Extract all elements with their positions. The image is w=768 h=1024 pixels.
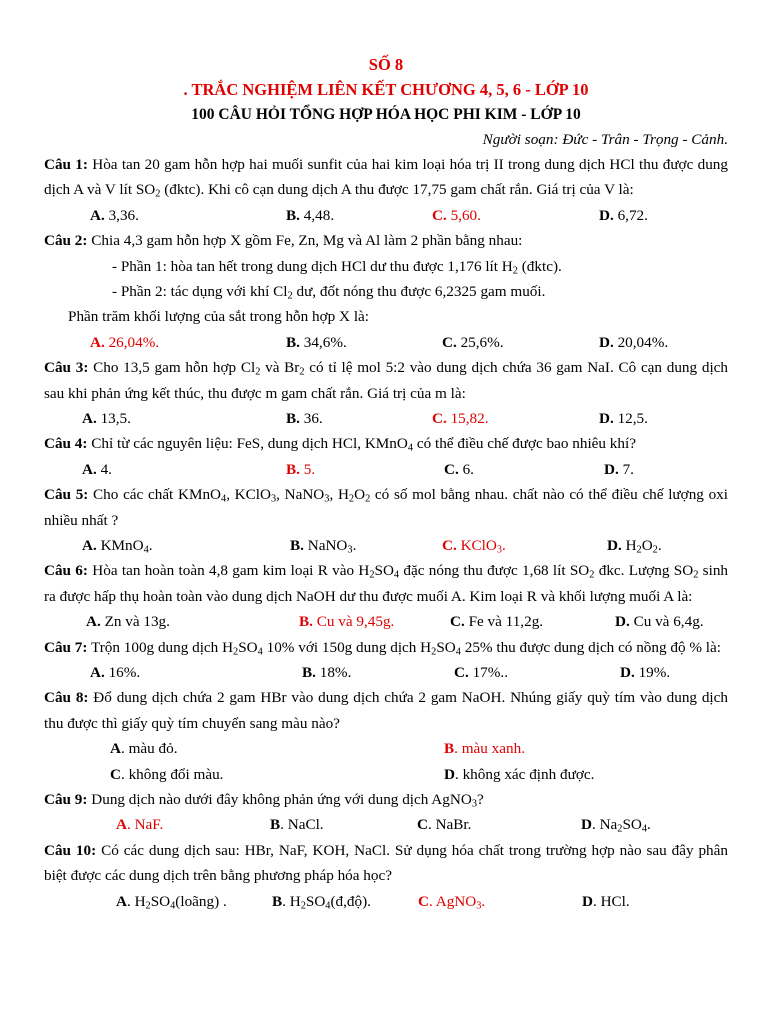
answer-option-a[interactable]: [90, 330, 159, 355]
option-text: . NaBr.: [427, 816, 472, 834]
option-text: KClO$_3$.: [456, 537, 506, 556]
option-text: 26,04%.: [104, 333, 160, 351]
option-text: . không xác định được.: [454, 765, 595, 783]
question-label: Câu 7:: [44, 638, 88, 656]
question-list: [44, 152, 728, 914]
question-stem: Hòa tan hoàn toàn 4,8 gam kim loại R vào $H_2SO_4$ đặc nóng thu được 1,68 lít $SO_2$ đkc. Lượng $SO_2$ sinh ra được hấp thụ hoàn toàn vào dung dịch NaOH dư thu được muối A. Kim loại R và khối lượng muối A là:: [44, 562, 729, 605]
question-stem: Đổ dung dịch chứa 2 gam HBr vào dung dịch chứa 2 gam NaOH. Nhúng giấy quỳ tím vào dung dịch thu được thì giấy quỳ tím chuyển sang màu nào?: [44, 689, 728, 732]
question-text: [44, 228, 728, 253]
answer-option-b[interactable]: [302, 660, 351, 685]
option-text: . không đổi màu.: [120, 765, 224, 783]
option-text: 19%.: [634, 664, 671, 682]
question-7: [44, 635, 728, 686]
option-text: . $H_2SO_4(đ,độ)$.: [282, 892, 371, 912]
question-label: Câu 6:: [44, 562, 88, 580]
answer-option-a[interactable]: [82, 457, 112, 482]
question-stem: Chia 4,3 gam hỗn hợp X gồm Fe, Zn, Mg và Al làm 2 phần bằng nhau:: [87, 232, 523, 250]
question-sub-line: - Phần 1: hòa tan hết trong dung dịch HCl dư thu được 1,176 lít $H_2$ (đktc).: [112, 257, 562, 277]
option-key: C.: [442, 537, 457, 555]
answer-option-a[interactable]: [82, 406, 131, 431]
option-key: D.: [599, 206, 614, 224]
option-text: . NaF.: [126, 816, 164, 834]
answer-option-b[interactable]: [290, 533, 356, 558]
option-key: C: [417, 816, 428, 834]
option-key: D.: [599, 410, 614, 428]
option-key: A.: [86, 613, 101, 631]
question-label: Câu 5:: [44, 486, 89, 504]
answer-option-a[interactable]: [82, 533, 153, 558]
document-subtitle: 100 CÂU HỎI TỔNG HỢP HÓA HỌC PHI KIM - LỚP 10: [191, 106, 581, 123]
option-key: D.: [604, 460, 619, 478]
option-key: B.: [290, 537, 304, 555]
answer-option-d[interactable]: [604, 457, 634, 482]
answer-option-d[interactable]: [620, 660, 670, 685]
option-key: C.: [454, 664, 469, 682]
option-key: A.: [90, 664, 105, 682]
option-text: 12,5.: [613, 410, 648, 428]
answer-option-d[interactable]: [615, 609, 704, 634]
option-key: A: [116, 816, 127, 834]
answer-options: [44, 457, 728, 482]
question-stem: Cho 13,5 gam hỗn hợp $Cl_2$ và $Br_2$ có tỉ lệ mol 5:2 vào dung dịch chứa 36 gam NaI. Cô cạn dung dịch sau khi phản ứng kết thúc, thu được m gam chất rắn. Giá trị của m là:: [44, 359, 729, 402]
option-key: A.: [82, 410, 97, 428]
answer-option-b[interactable]: [286, 406, 323, 431]
question-label: Câu 8:: [44, 689, 89, 707]
option-text: 5.: [299, 460, 316, 478]
question-label: Câu 3:: [44, 359, 89, 377]
option-key: D: [581, 816, 592, 834]
answer-option-d[interactable]: [599, 330, 668, 355]
answer-options: [44, 330, 728, 355]
question-1: [44, 152, 728, 228]
question-text: [44, 787, 728, 812]
option-text: 20,04%.: [613, 333, 669, 351]
answer-option-b[interactable]: [286, 330, 347, 355]
answer-option-c[interactable]: [110, 762, 223, 787]
question-3: [44, 355, 728, 431]
option-key: A.: [82, 537, 97, 555]
option-text: 6,72.: [613, 206, 648, 224]
option-key: C.: [442, 333, 457, 351]
question-text: [44, 482, 728, 533]
question-stem: Cho các chất KMnO$_4$, KClO$_3$, NaNO$_3$, $H_2O_2$ có số mol bằng nhau. chất nào có thể điều chế lượng oxi nhiều nhất ?: [44, 486, 728, 529]
option-key: D.: [615, 613, 630, 631]
option-text: NaNO$_3$.: [303, 537, 357, 556]
answer-option-b[interactable]: [286, 203, 334, 228]
question-9: [44, 787, 728, 838]
question-text: [44, 635, 728, 660]
option-key: C.: [450, 613, 465, 631]
option-key: B: [270, 816, 281, 834]
answer-option-d[interactable]: [581, 812, 651, 837]
option-key: B.: [286, 460, 300, 478]
option-key: D: [582, 892, 593, 910]
option-text: . HCl.: [592, 892, 630, 910]
question-stem: Hòa tan 20 gam hỗn hợp hai muối sunfit của hai kim loại hóa trị II trong dung dịch HCl thu được dung dịch A và V lít $SO_2$ (đktc). Khi cô cạn dung dịch A thu được 17,75 gam chất rắn. Giá trị của V là:: [44, 156, 728, 200]
option-text: . NaCl.: [280, 816, 324, 834]
option-key: A: [116, 892, 127, 910]
answer-options: [44, 203, 728, 228]
question-text: [44, 431, 728, 456]
option-text: $H_2O_2$.: [621, 537, 662, 556]
option-key: C.: [432, 410, 447, 428]
answer-option-b[interactable]: [444, 736, 525, 761]
answer-option-c[interactable]: [418, 889, 485, 914]
option-text: 17%..: [468, 664, 508, 682]
option-text: 34,6%.: [299, 333, 347, 351]
document-author: Người soạn: Đức - Trân - Trọng - Cảnh.: [482, 131, 728, 148]
option-key: B: [444, 740, 455, 758]
option-text: 3,36.: [104, 206, 139, 224]
option-key: C: [418, 892, 429, 910]
question-4: [44, 431, 728, 482]
option-text: Cu và 6,4g.: [629, 613, 704, 631]
option-text: 4,48.: [299, 206, 335, 224]
option-key: B.: [302, 664, 316, 682]
option-text: Fe và 11,2g.: [464, 613, 544, 631]
option-text: 6.: [458, 460, 474, 478]
option-key: B.: [286, 206, 300, 224]
option-text: 15,82.: [446, 410, 489, 428]
answer-option-d[interactable]: [607, 533, 662, 558]
question-5: [44, 482, 728, 558]
option-text: . $Na_2SO_4$.: [591, 816, 651, 835]
question-text: [44, 838, 728, 889]
document-title: . TRẮC NGHIỆM LIÊN KẾT CHƯƠNG 4, 5, 6 - LỚP 10: [183, 80, 589, 99]
answer-option-d[interactable]: [599, 203, 648, 228]
option-text: Cu và 9,45g.: [312, 613, 395, 631]
option-text: 18%.: [315, 664, 352, 682]
option-key: D.: [620, 664, 635, 682]
question-2: [44, 228, 728, 355]
answer-option-c[interactable]: [444, 457, 474, 482]
option-text: Zn và 13g.: [100, 613, 170, 631]
answer-options: [44, 889, 728, 914]
answer-option-d[interactable]: [582, 889, 630, 914]
option-key: A: [110, 740, 121, 758]
answer-option-b[interactable]: [286, 457, 315, 482]
question-8: [44, 685, 728, 787]
option-key: C: [110, 765, 121, 783]
question-label: Câu 4:: [44, 435, 88, 453]
answer-options: [44, 533, 728, 558]
option-key: D.: [599, 333, 614, 351]
question-sub-line: - Phần 2: tác dụng với khí $Cl_2$ dư, đốt nóng thu được 6,2325 gam muối.: [112, 283, 546, 302]
question-stem: Chỉ từ các nguyên liệu: FeS, dung dịch HCl, KMnO$_4$ có thể điều chế được bao nhiêu khí?: [87, 435, 636, 454]
answer-option-c[interactable]: [417, 812, 471, 837]
option-text: KMnO$_4$.: [96, 537, 153, 556]
option-text: 13,5.: [96, 410, 131, 428]
question-stem: Dung dịch nào dưới đây không phản ứng với dung dịch AgNO$_3$?: [87, 791, 484, 810]
option-text: 16%.: [104, 664, 141, 682]
answer-option-c[interactable]: [454, 660, 508, 685]
question-label: Câu 2:: [44, 232, 88, 250]
answer-option-d[interactable]: [599, 406, 648, 431]
answer-options: [44, 660, 728, 685]
option-text: . $H_2SO_4(loãng)$ .: [126, 892, 227, 912]
answer-option-a[interactable]: [90, 203, 139, 228]
option-text: 4.: [96, 460, 112, 478]
answer-option-c[interactable]: [432, 203, 481, 228]
question-text: [44, 355, 728, 406]
option-key: C.: [432, 206, 447, 224]
answer-options: [44, 736, 728, 761]
answer-option-a[interactable]: [90, 660, 140, 685]
question-10: [44, 838, 728, 914]
option-key: A.: [82, 460, 97, 478]
question-text: [44, 685, 728, 736]
answer-option-b[interactable]: [270, 812, 324, 837]
question-label: Câu 10:: [44, 841, 97, 859]
answer-option-d[interactable]: [444, 762, 594, 787]
question-text: [44, 152, 728, 203]
answer-options: [44, 812, 728, 837]
option-key: B.: [286, 333, 300, 351]
answer-option-a[interactable]: [110, 736, 178, 761]
answer-option-a[interactable]: [86, 609, 170, 634]
answer-option-a[interactable]: [116, 889, 227, 914]
option-key: C.: [444, 460, 459, 478]
option-key: D: [444, 765, 455, 783]
option-key: B: [272, 892, 283, 910]
question-text: [44, 558, 728, 609]
question-stem: Có các dung dịch sau: HBr, NaF, KOH, NaCl. Sử dụng hóa chất trong trường hợp nào sau đây phân biệt được các dung dịch trên bằng phương pháp hóa học?: [44, 841, 728, 885]
option-text: 25,6%.: [456, 333, 504, 351]
answer-options: [44, 609, 728, 634]
answer-option-a[interactable]: [116, 812, 163, 837]
question-sub-line: Phần trăm khối lượng của sắt trong hỗn hợp X là:: [68, 308, 369, 326]
answer-option-c[interactable]: [432, 406, 489, 431]
answer-option-c[interactable]: [442, 533, 506, 558]
answer-option-b[interactable]: [272, 889, 371, 914]
option-key: B.: [299, 613, 313, 631]
option-text: 36.: [299, 410, 323, 428]
option-key: A.: [90, 333, 105, 351]
option-text: 7.: [618, 460, 634, 478]
answer-option-c[interactable]: [450, 609, 543, 634]
answer-options: [44, 406, 728, 431]
question-label: Câu 9:: [44, 791, 88, 809]
option-text: . AgNO$_3$.: [428, 892, 486, 912]
option-text: 5,60.: [446, 206, 481, 224]
question-6: [44, 558, 728, 634]
answer-options: [44, 762, 728, 787]
option-key: A.: [90, 206, 105, 224]
answer-option-b[interactable]: [299, 609, 394, 634]
option-text: . màu đỏ.: [120, 740, 178, 758]
question-stem: Trộn 100g dung dịch $H_2SO_4$ 10% với 150g dung dịch $H_2SO_4$ 25% thu được dung dịch có nồng độ % là:: [87, 638, 721, 658]
option-key: D.: [607, 537, 622, 555]
option-text: . màu xanh.: [454, 740, 525, 758]
document-number: SỐ 8: [368, 55, 404, 74]
option-key: B.: [286, 410, 300, 428]
answer-option-c[interactable]: [442, 330, 504, 355]
question-label: Câu 1:: [44, 156, 88, 173]
